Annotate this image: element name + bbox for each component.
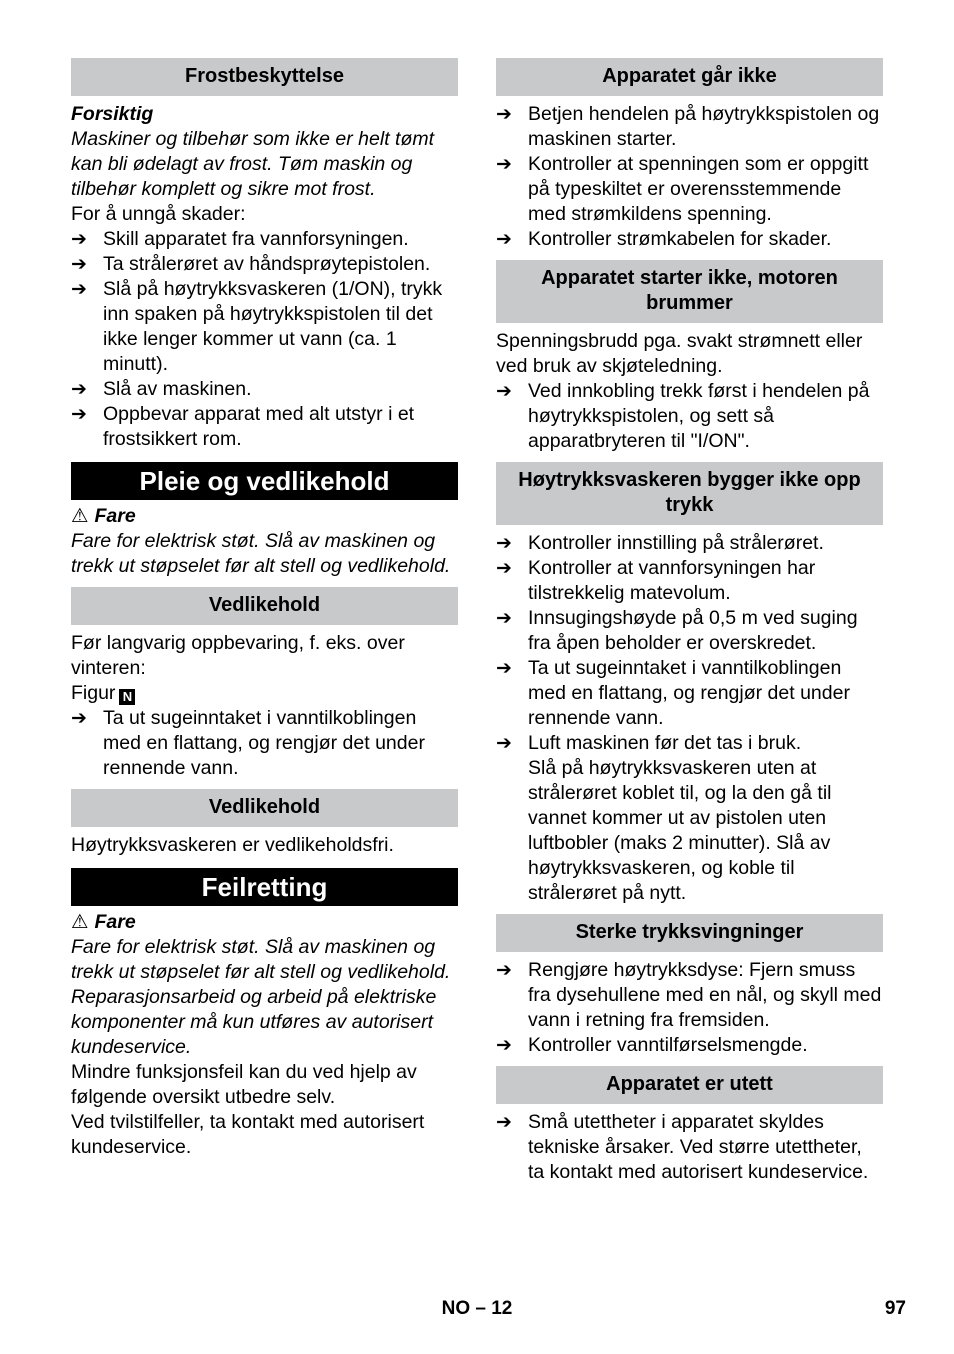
list-item: ➔ Ved innkobling trekk først i hendelen på høytrykkspistolen, og sett så apparatbryteren til "I/ON". [496,380,870,452]
heading-apparatet-er-utett: Apparatet er utett [496,1066,883,1104]
list-item: ➔ Skill apparatet fra vannforsyningen. [71,228,409,250]
arrow-right-icon: ➔ [496,381,512,402]
list-item: ➔ Innsugingshøyde på 0,5 m ved suging fra åpen beholder er overskredet. [496,607,858,654]
frost-intro: For å unngå skader: [71,203,246,225]
heading-apparatet-starter-ikke: Apparatet starter ikke, motoren brummer [496,260,883,323]
danger-heading: ⚠ Fare [71,911,136,933]
arrow-right-icon: ➔ [496,154,512,175]
voltage-drop-text: Spenningsbrudd pga. svakt strømnett eller ved bruk av skjøteledning. [496,330,863,377]
list-item: ➔ Oppbevar apparat med alt utstyr i et frostsikkert rom. [71,403,415,450]
danger-text-repair: Reparasjonsarbeid og arbeid på elektriske komponenter må kun utføres av autorisert kundeservice. [71,986,437,1058]
steps-apparatet-er-utett [496,1110,883,1185]
heading-frostbeskyttelse: Frostbeskyttelse [71,58,458,96]
bleed-instructions: Slå på høytrykksvaskeren uten at strålerøret koblet til, og la den gå til vannet kommer ut av pistolen uten luftbobler (maks 2 minutter). Slå av høytrykksvaskeren, og koble til strålerøret på nytt. [528,757,832,904]
arrow-right-icon: ➔ [496,960,512,981]
arrow-right-icon: ➔ [496,104,512,125]
figure-label-box: N [119,689,135,705]
list-item: ➔ Slå av maskinen. [71,378,252,400]
caution-text: Maskiner og tilbehør som ikke er helt tømt kan bli ødelagt av frost. Tøm maskin og tilbehør komplett og sikre mot frost. [71,128,435,200]
heading-sterke-trykksvingninger: Sterke trykksvingninger [496,914,883,952]
arrow-right-icon: ➔ [71,708,87,729]
arrow-right-icon: ➔ [71,379,87,400]
steps-trykksvingninger [496,958,883,1058]
maintenance-text: Før langvarig oppbevaring, f. eks. over vinteren: [71,632,405,679]
heading-vedlikehold-2: Vedlikehold [71,789,458,827]
arrow-right-icon: ➔ [71,254,87,275]
page-number: 97 [884,1298,906,1319]
list-item: ➔ Kontroller vanntilførselsmengde. [496,1034,808,1056]
heading-feilretting: Feilretting [71,868,458,906]
list-item: ➔ Kontroller at vannforsyningen har tilstrekkelig matevolum. [496,557,816,604]
steps-bygger-ikke-opp-trykk [496,531,883,906]
list-item: ➔ Ta strålerøret av håndsprøytepistolen. [71,253,431,275]
heading-pleie-og-vedlikehold: Pleie og vedlikehold [71,462,458,500]
troubleshoot-intro: Mindre funksjonsfeil kan du ved hjelp av følgende oversikt utbedre selv. [71,1061,417,1108]
caution-heading: Forsiktig [71,103,154,125]
steps-apparatet-gar-ikke [496,102,883,252]
list-item: ➔ Betjen hendelen på høytrykkspistolen og maskinen starter. [496,103,880,150]
danger-text: Fare for elektrisk støt. Slå av maskinen og trekk ut støpselet før alt stell og vedlikehold. [71,936,451,983]
arrow-right-icon: ➔ [496,658,512,679]
maintenance-steps [71,706,458,781]
heading-apparatet-gar-ikke: Apparatet går ikke [496,58,883,96]
list-item: ➔ Ta ut sugeinntaket i vanntilkoblingen med en flattang, og rengjør det under rennende vann. [71,707,425,779]
left-column [71,58,458,1160]
warning-triangle-icon: ⚠ [71,911,89,933]
footer-section-label: NO – 12 [441,1298,513,1319]
arrow-right-icon: ➔ [496,1035,512,1056]
arrow-right-icon: ➔ [71,279,87,300]
arrow-right-icon: ➔ [496,533,512,554]
arrow-right-icon: ➔ [71,229,87,250]
list-item: ➔ Små utettheter i apparatet skyldes tekniske årsaker. Ved større utettheter, ta kontakt med autorisert kundeservice. [496,1111,869,1183]
list-item: ➔ Slå på høytrykksvaskeren (1/ON), trykk inn spaken på høytrykkspistolen til det ikke lenger kommer ut vann (ca. 1 minutt). [71,278,443,375]
arrow-right-icon: ➔ [496,608,512,629]
list-item: ➔ Kontroller innstilling på strålerøret. [496,532,824,554]
arrow-right-icon: ➔ [496,229,512,250]
list-item: ➔ Rengjøre høytrykksdyse: Fjern smuss fra dysehullene med en nål, og skyll med vann i retning fra fremsiden. [496,959,882,1031]
troubleshoot-contact: Ved tvilstilfeller, ta kontakt med autorisert kundeservice. [71,1111,425,1158]
arrow-right-icon: ➔ [496,1112,512,1133]
heading-bygger-ikke-opp-trykk: Høytrykksvaskeren bygger ikke opp trykk [496,462,883,525]
arrow-right-icon: ➔ [71,404,87,425]
heading-vedlikehold-1: Vedlikehold [71,587,458,625]
right-column [496,58,883,1185]
arrow-right-icon: ➔ [496,558,512,579]
list-item: ➔ Ta ut sugeinntaket i vanntilkoblingen med en flattang, og rengjør det under rennende vann. [496,657,850,729]
maintenance-free-text: Høytrykksvaskeren er vedlikeholdsfri. [71,834,394,856]
steps-apparatet-starter-ikke [496,379,883,454]
list-item: ➔ Kontroller at spenningen som er oppgitt på typeskiltet er overensstemmende med strømkildens spenning. [496,153,869,225]
arrow-right-icon: ➔ [496,733,512,754]
frost-steps [71,227,458,452]
warning-triangle-icon: ⚠ [71,505,89,527]
list-item: ➔ Luft maskinen før det tas i bruk. Slå på høytrykksvaskeren uten at strålerøret koblet til, og la den gå til vannet kommer ut av pistolen uten luftbobler (maks 2 minutter). Slå av høytrykksvaskeren, og koble til strålerøret på nytt. [496,732,832,904]
list-item: ➔ Kontroller strømkabelen for skader. [496,228,832,250]
danger-text: Fare for elektrisk støt. Slå av maskinen og trekk ut støpselet før alt stell og vedlikehold. [71,530,451,577]
figure-reference: Figur N [71,681,458,706]
danger-heading: ⚠ Fare [71,505,136,527]
